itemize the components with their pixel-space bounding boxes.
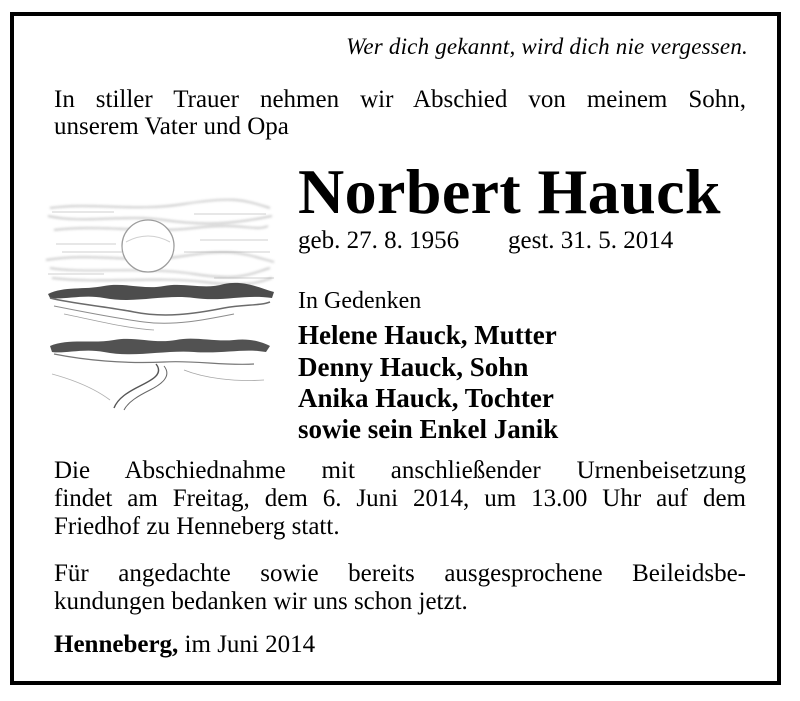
death-date: gest. 31. 5. 2014 [508,227,674,254]
intro-line-2: unserem Vater und Opa [54,113,289,140]
place-date: im Juni 2014 [184,631,316,658]
farewell-line-2: findet am Freitag, dem 6. Juni 2014, um 13.00 Uhr auf dem [54,485,746,512]
sun-over-dunes-sketch-icon [44,194,276,420]
intro-line-1: In stiller Trauer nehmen wir Abschied von meinem Sohn, [54,86,746,113]
place-town: Henneberg, [54,631,179,658]
thanks-line-2: kundungen bedanken wir uns schon jetzt. [54,588,468,615]
mourner-grandson: sowie sein Enkel Janik [298,414,559,444]
memory-label: In Gedenken [298,288,422,314]
mourner-mother: Helene Hauck, Mutter [298,320,557,350]
deceased-name: Norbert Hauck [298,156,721,227]
place-and-date [54,632,315,657]
farewell-line-1: Die Abschiednahme mit anschließender Urnenbeisetzung [54,457,746,484]
mourner-son: Denny Hauck, Sohn [298,352,529,382]
mourner-daughter: Anika Hauck, Tochter [298,383,554,413]
farewell-line-3: Friedhof zu Henneberg statt. [54,513,340,540]
thanks-line-1: Für angedachte sowie bereits ausgesprochene Beileidsbe- [54,560,746,587]
motto-quote: Wer dich gekannt, wird dich nie vergessen. [346,34,748,59]
birth-date: geb. 27. 8. 1956 [298,227,460,254]
